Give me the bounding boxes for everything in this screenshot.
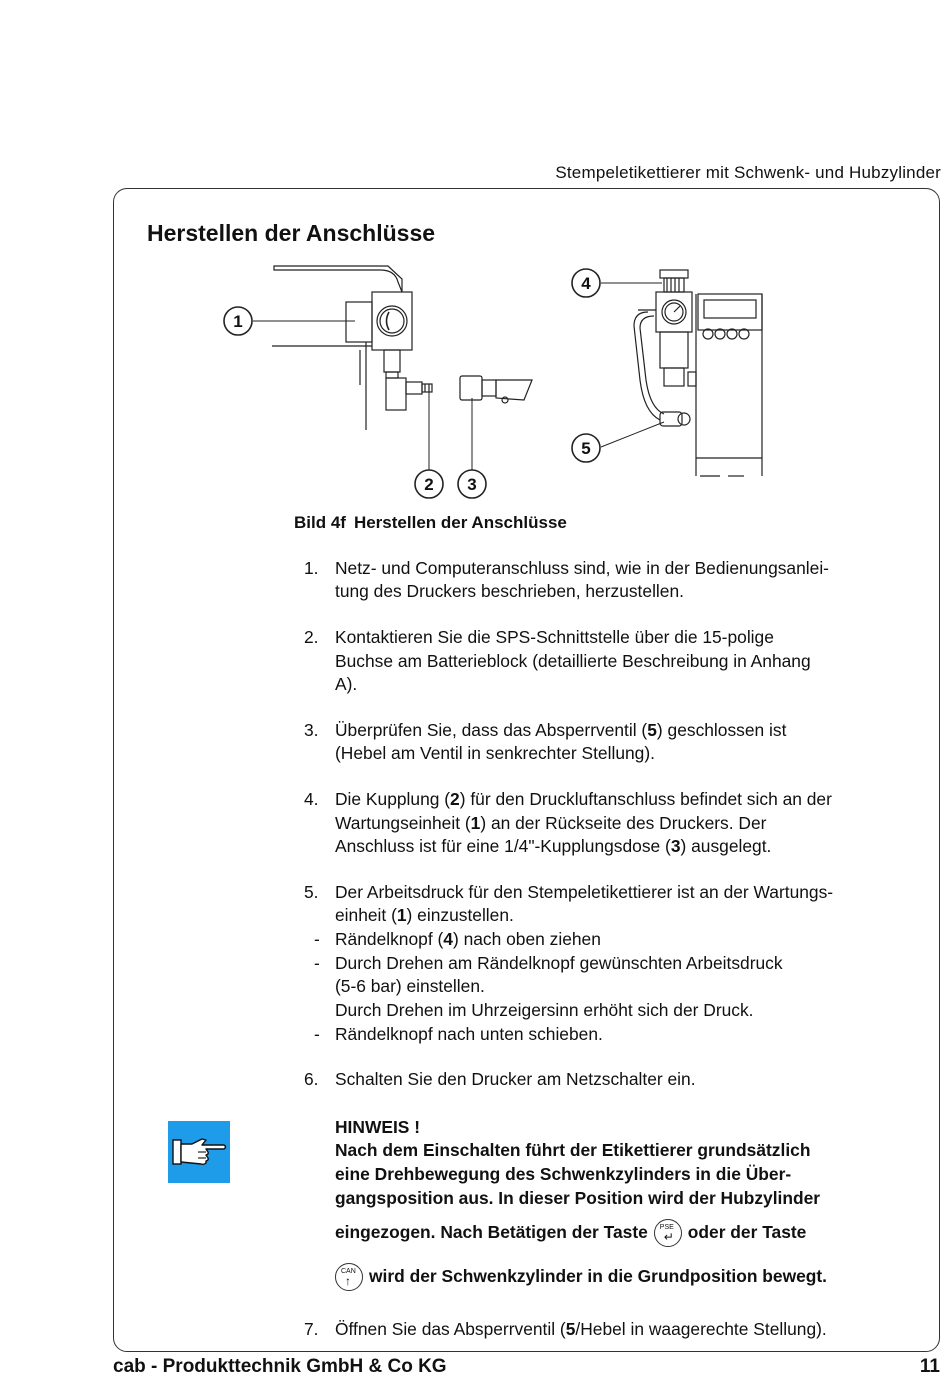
section-title: Herstellen der Anschlüsse: [147, 220, 436, 246]
callout-5: 5: [581, 439, 591, 458]
service-unit-drawing: [272, 266, 532, 430]
step-6-line-1: Schalten Sie den Drucker am Netzschalter ein.: [335, 1069, 696, 1089]
step-3-line-1: Überprüfen Sie, dass das Absperrventil (5) geschlossen ist: [335, 720, 787, 740]
caption-text: Herstellen der Anschlüsse: [353, 513, 567, 532]
connection-diagram: [0, 0, 950, 500]
step-7-line-1: Öffnen Sie das Absperrventil (5/Hebel in waagerechte Stellung).: [335, 1319, 827, 1339]
sub-step-dash: -: [314, 929, 320, 949]
sub-step-dash: -: [314, 953, 320, 973]
callout-1: 1: [233, 312, 243, 331]
note-line-5: CAN ↑ wird der Schwenkzylinder in die Grundposition bewegt.: [335, 1261, 827, 1291]
step-5-sub-2-line-1: Durch Drehen am Rändelknopf gewünschten Arbeitsdruck: [335, 953, 783, 973]
step-5-sub-3: Rändelknopf nach unten schieben.: [335, 1024, 603, 1044]
step-number: 2.: [304, 627, 319, 647]
step-5-sub-1: Rändelknopf (4) nach oben ziehen: [335, 929, 601, 949]
sub-step-dash: -: [314, 1024, 320, 1044]
step-number: 5.: [304, 882, 319, 902]
step-2-line-1: Kontaktieren Sie die SPS-Schnittstelle über die 15-polige: [335, 627, 774, 647]
step-number: 7.: [304, 1319, 319, 1339]
page-number: 11: [919, 1356, 940, 1377]
step-2-line-3: A).: [335, 674, 358, 694]
can-key-icon: CAN ↑: [335, 1263, 363, 1291]
printer-side-drawing: [634, 270, 762, 476]
note-line-3: gangsposition aus. In dieser Position wird der Hubzylinder: [335, 1188, 821, 1208]
caption-label: Bild 4f: [294, 513, 346, 532]
pointing-hand-icon: [168, 1121, 230, 1183]
step-4-line-1: Die Kupplung (2) für den Druckluftanschluss befindet sich an der: [335, 789, 832, 809]
callout-2: 2: [424, 475, 434, 494]
step-2-line-2: Buchse am Batterieblock (detaillierte Beschreibung in Anhang: [335, 651, 811, 671]
step-number: 6.: [304, 1069, 319, 1089]
footer-company: cab - Produkttechnik GmbH & Co KG: [113, 1356, 447, 1377]
step-5-line-2: einheit (1) einzustellen.: [335, 905, 514, 925]
step-number: 3.: [304, 720, 319, 740]
callout-3: 3: [467, 475, 477, 494]
note-line-2: eine Drehbewegung des Schwenkzylinders in die Über-: [335, 1164, 792, 1184]
note-heading: HINWEIS !: [335, 1117, 421, 1137]
step-1-line-1: Netz- und Computeranschluss sind, wie in der Bedienungsanlei-: [335, 558, 829, 578]
figure-caption: [294, 513, 567, 533]
step-number: 4.: [304, 789, 319, 809]
step-5-line-1: Der Arbeitsdruck für den Stempeletikettierer ist an der Wartungs-: [335, 882, 834, 902]
callout-4: 4: [581, 274, 591, 293]
step-4-line-3: Anschluss ist für eine 1/4"-Kupplungsdose (3) ausgelegt.: [335, 836, 772, 856]
running-header: Stempeletikettierer mit Schwenk- und Hubzylinder: [555, 163, 941, 182]
step-3-line-2: (Hebel am Ventil in senkrechter Stellung).: [335, 743, 655, 763]
step-5-sub-2-line-2: (5-6 bar) einstellen.: [335, 976, 485, 996]
step-4-line-2: Wartungseinheit (1) an der Rückseite des Druckers. Der: [335, 813, 767, 833]
step-5-sub-2-line-3: Durch Drehen im Uhrzeigersinn erhöht sich der Druck.: [335, 1000, 754, 1020]
note-line-1: Nach dem Einschalten führt der Etikettierer grundsätzlich: [335, 1140, 811, 1160]
step-1-line-2: tung des Druckers beschrieben, herzustellen.: [335, 581, 684, 601]
note-line-4: eingezogen. Nach Betätigen der Taste PSE ↵ oder der Taste: [335, 1217, 806, 1247]
step-number: 1.: [304, 558, 319, 578]
pse-key-icon: PSE ↵: [654, 1219, 682, 1247]
